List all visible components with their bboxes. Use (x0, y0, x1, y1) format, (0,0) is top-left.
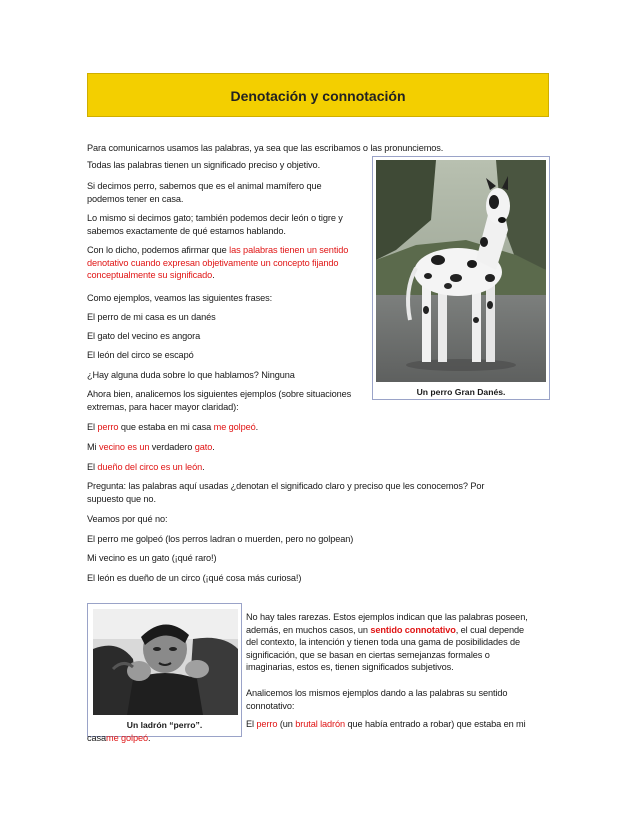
connotative-sentence-2: Mi vecino es un verdadero gato. (87, 442, 215, 452)
figure-great-dane (372, 156, 550, 400)
connotative-example-1-line2: casame golpeó. (87, 733, 151, 743)
paragraph-examples-intro: Como ejemplos, veamos las siguientes frases: (87, 293, 273, 303)
paragraph-analyze: Ahora bien, analicemos los siguientes ejemplos (sobre situaciones extremas, para hacer mayor claridad): (87, 389, 352, 412)
paragraph-objective: Todas las palabras tienen un significado preciso y objetivo. (87, 160, 321, 170)
paragraph-gato: Lo mismo si decimos gato; también podemos decir león o tigre y sabemos exactamente de qué estamos hablando. (87, 213, 343, 236)
page-title: Denotación y connotación (230, 88, 406, 104)
question-denote: Pregunta: las palabras aquí usadas ¿denotan el significado claro y preciso que les conocemos? Por supuesto que no. (87, 481, 485, 504)
great-dane-photo (376, 160, 546, 382)
figure-caption-thief: Un ladrón “perro”. (126, 720, 203, 730)
reason-1: El perro me golpeó (los perros ladran o muerden, pero no golpean) (87, 534, 354, 544)
connotative-sentence-1: El perro que estaba en mi casa me golpeó. (87, 422, 259, 432)
question-any-doubt: ¿Hay alguna duda sobre lo que hablamos? Ninguna (87, 370, 295, 380)
figure-caption-great-dane: Un perro Gran Danés. (416, 387, 506, 397)
paragraph-analyze-connotative: Analicemos los mismos ejemplos dando a las palabras su sentido connotativo: (246, 688, 508, 711)
reason-2: Mi vecino es un gato (¡qué raro!) (87, 553, 217, 563)
paragraph-perro: Si decimos perro, sabemos que es el animal mamífero que podemos tener en casa. (87, 181, 322, 204)
thief-photo (93, 609, 238, 715)
paragraph-denotative-definition: Con lo dicho, podemos afirmar que las palabras tienen un sentido denotativo cuando expresan objetivamente un concepto fijando conceptualmente su significado. (87, 245, 349, 280)
example-sentence-3: El león del circo se escapó (87, 350, 194, 360)
connotative-sentence-3: El dueño del circo es un león. (87, 462, 205, 472)
example-sentence-2: El gato del vecino es angora (87, 331, 201, 341)
reason-3: El león es dueño de un circo (¡qué cosa más curiosa!) (87, 573, 302, 583)
connotative-example-1-line1: El perro (un brutal ladrón que había entrado a robar) que estaba en mi (246, 719, 526, 729)
example-sentence-1: El perro de mi casa es un danés (87, 312, 216, 322)
paragraph-connotative-explanation: No hay tales rarezas. Estos ejemplos indican que las palabras poseen, además, en muchos casos, un sentido connotativo, el cual depende del contexto, la intención y tienen toda una gama de posibilidades de significación, que se basan en ciertas semejanzas formales o imaginarias, estos es, tienen significados subjetivos. (246, 612, 528, 672)
intro-paragraph: Para comunicarnos usamos las palabras, ya sea que las escribamos o las pronunciemos. (87, 143, 444, 153)
paragraph-why-not: Veamos por qué no: (87, 514, 168, 524)
title-banner (87, 73, 549, 117)
figure-thief (87, 603, 242, 737)
